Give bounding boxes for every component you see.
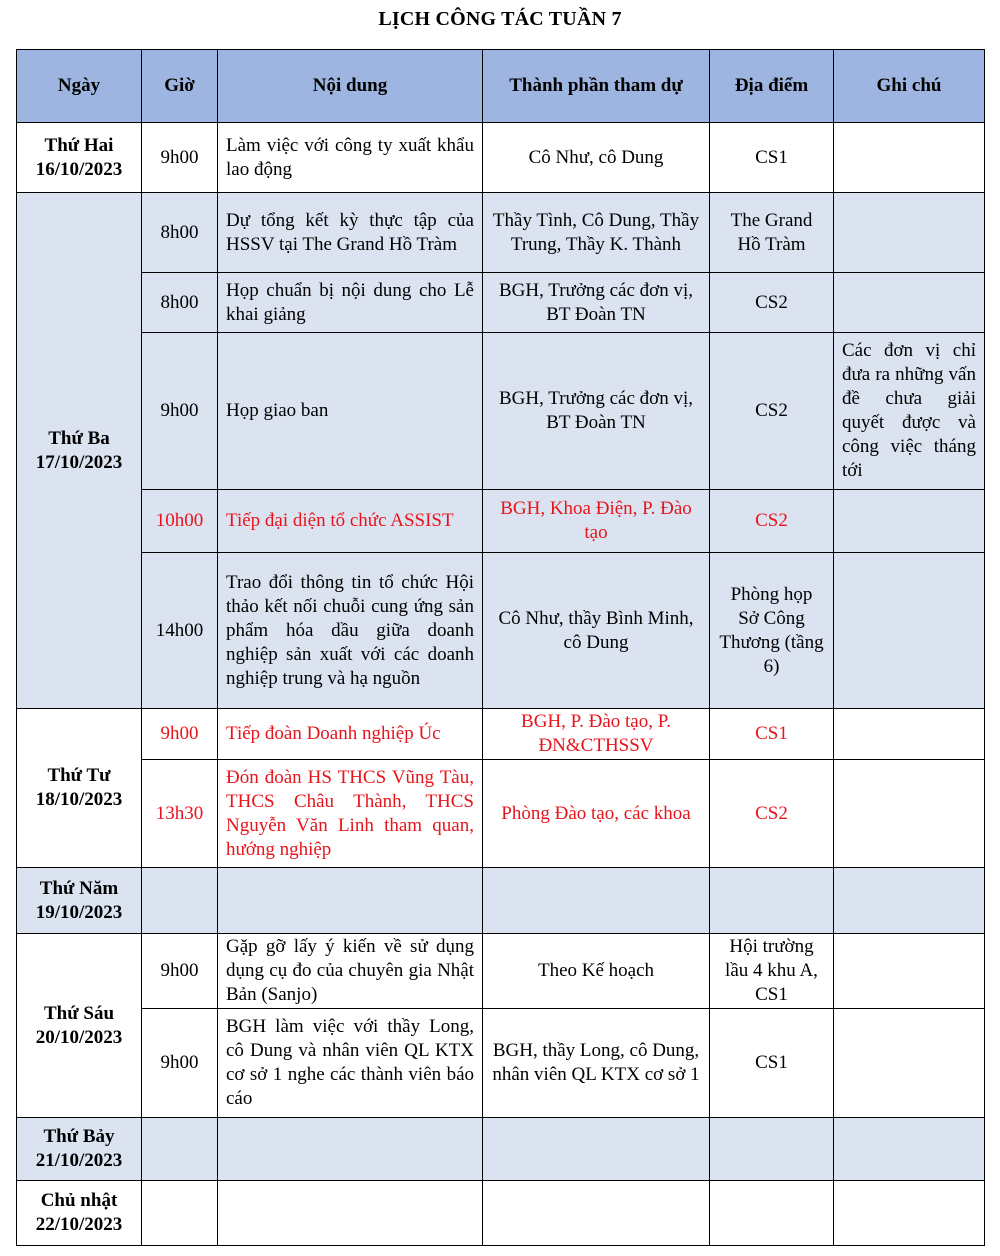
event-content: Họp chuẩn bị nội dung cho Lễ khai giảng: [218, 273, 483, 333]
table-header-row: [17, 50, 985, 123]
event-content: Tiếp đại diện tổ chức ASSIST: [218, 490, 483, 553]
event-time: 8h00: [142, 193, 218, 273]
event-participants: BGH, thầy Long, cô Dung, nhân viên QL KTX cơ sở 1: [483, 1009, 710, 1118]
event-note: [834, 193, 985, 273]
event-content: Trao đổi thông tin tổ chức Hội thảo kết nối chuỗi cung ứng sản phẩm hóa dầu giữa doanh nghiệp sản xuất với các doanh nghiệp trung và hạ nguồn: [218, 553, 483, 709]
event-content: Làm việc với công ty xuất khẩu lao động: [218, 123, 483, 193]
table-row: [17, 490, 985, 553]
page-title: LỊCH CÔNG TÁC TUẦN 7: [378, 8, 622, 30]
event-time: 9h00: [142, 123, 218, 193]
table-row: [17, 193, 985, 273]
day-cell-friday: [17, 934, 142, 1118]
event-note: [834, 1181, 985, 1246]
event-time: 8h00: [142, 273, 218, 333]
event-time: 14h00: [142, 553, 218, 709]
event-participants: Theo Kế hoạch: [483, 934, 710, 1009]
event-participants: BGH, P. Đào tạo, P. ĐN&CTHSSV: [483, 709, 710, 760]
header-location: Địa điểm: [710, 50, 834, 123]
table-row: [17, 273, 985, 333]
day-name: Chủ nhật: [40, 1190, 118, 1211]
event-participants: BGH, Khoa Điện, P. Đào tạo: [483, 490, 710, 553]
event-location: The Grand Hồ Tràm: [710, 193, 834, 273]
day-cell-sunday: [17, 1181, 142, 1246]
event-location: [710, 1118, 834, 1181]
event-note: [834, 553, 985, 709]
event-time: 9h00: [142, 709, 218, 760]
table-row: [17, 1009, 985, 1118]
event-content: [218, 1118, 483, 1181]
table-row: [17, 1118, 985, 1181]
day-cell-thursday: [17, 868, 142, 934]
event-location: CS1: [710, 123, 834, 193]
day-name: Thứ Hai: [44, 134, 114, 156]
event-time: 9h00: [142, 1009, 218, 1118]
day-name: Thứ Sáu: [43, 1002, 115, 1024]
table-row: [17, 123, 985, 193]
event-time: 10h00: [142, 490, 218, 553]
header-participants: Thành phần tham dự: [483, 50, 710, 123]
event-note: Các đơn vị chỉ đưa ra những vấn đề chưa giải quyết được và công việc tháng tới: [834, 333, 985, 490]
event-location: CS2: [710, 273, 834, 333]
header-content: Nội dung: [218, 50, 483, 123]
day-date: 17/10/2023: [35, 451, 123, 473]
event-location: Hội trường lầu 4 khu A, CS1: [710, 934, 834, 1009]
day-name: Thứ Bảy: [43, 1126, 115, 1147]
day-date: 18/10/2023: [35, 789, 123, 810]
day-name: Thứ Tư: [47, 765, 111, 786]
day-date: 22/10/2023: [35, 1214, 123, 1235]
event-location: CS2: [710, 333, 834, 490]
event-location: [710, 1181, 834, 1246]
event-participants: Thầy Tình, Cô Dung, Thầy Trung, Thầy K. Thành: [483, 193, 710, 273]
event-time: 9h00: [142, 333, 218, 490]
event-location: [710, 868, 834, 934]
event-content: Tiếp đoàn Doanh nghiệp Úc: [218, 709, 483, 760]
table-row: [17, 1181, 985, 1246]
event-time: [142, 1118, 218, 1181]
event-content: Gặp gỡ lấy ý kiến về sử dụng dụng cụ đo của chuyên gia Nhật Bản (Sanjo): [218, 934, 483, 1009]
event-note: [834, 490, 985, 553]
event-participants: Cô Như, thầy Bình Minh, cô Dung: [483, 553, 710, 709]
event-note: [834, 1118, 985, 1181]
day-cell-saturday: [17, 1118, 142, 1181]
event-content: BGH làm việc với thầy Long, cô Dung và nhân viên QL KTX cơ sở 1 nghe các thành viên báo cáo: [218, 1009, 483, 1118]
event-participants: BGH, Trưởng các đơn vị, BT Đoàn TN: [483, 273, 710, 333]
day-name: Thứ Năm: [39, 877, 119, 899]
day-cell-monday: [17, 123, 142, 193]
day-name: Thứ Ba: [48, 427, 110, 449]
header-day: Ngày: [17, 50, 142, 123]
event-note: [834, 868, 985, 934]
header-note: Ghi chú: [834, 50, 985, 123]
event-note: [834, 123, 985, 193]
event-content: [218, 868, 483, 934]
event-location: CS2: [710, 490, 834, 553]
event-location: Phòng họp Sở Công Thương (tầng 6): [710, 553, 834, 709]
table-row: [17, 333, 985, 490]
event-time: 13h30: [142, 760, 218, 868]
day-cell-wednesday: [17, 709, 142, 868]
event-time: 9h00: [142, 934, 218, 1009]
event-time: [142, 1181, 218, 1246]
event-time: [142, 868, 218, 934]
event-location: CS1: [710, 709, 834, 760]
table-row: [17, 553, 985, 709]
event-note: [834, 934, 985, 1009]
event-participants: [483, 1181, 710, 1246]
event-note: [834, 1009, 985, 1118]
event-note: [834, 273, 985, 333]
header-time: Giờ: [142, 50, 218, 123]
day-cell-tuesday: [17, 193, 142, 709]
day-date: 20/10/2023: [35, 1026, 123, 1048]
table-row: [17, 934, 985, 1009]
event-content: Họp giao ban: [218, 333, 483, 490]
event-participants: Cô Như, cô Dung: [483, 123, 710, 193]
event-content: [218, 1181, 483, 1246]
event-note: [834, 760, 985, 868]
table-row: [17, 868, 985, 934]
event-participants: [483, 1118, 710, 1181]
event-content: Dự tổng kết kỳ thực tập của HSSV tại The Grand Hồ Tràm: [218, 193, 483, 273]
day-date: 21/10/2023: [35, 1150, 123, 1171]
day-date: 16/10/2023: [35, 158, 123, 180]
event-participants: [483, 868, 710, 934]
event-participants: BGH, Trưởng các đơn vị, BT Đoàn TN: [483, 333, 710, 490]
table-row: [17, 709, 985, 760]
schedule-table: [16, 49, 985, 1246]
event-participants: Phòng Đào tạo, các khoa: [483, 760, 710, 868]
event-location: CS1: [710, 1009, 834, 1118]
day-date: 19/10/2023: [35, 901, 123, 923]
event-content: Đón đoàn HS THCS Vũng Tàu, THCS Châu Thành, THCS Nguyễn Văn Linh tham quan, hướng nghiệp: [218, 760, 483, 868]
table-row: [17, 760, 985, 868]
event-location: CS2: [710, 760, 834, 868]
event-note: [834, 709, 985, 760]
